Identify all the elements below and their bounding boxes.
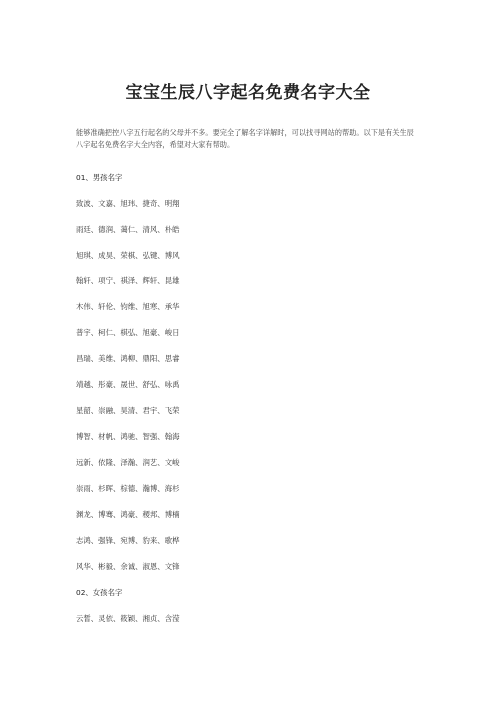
page-title: 宝宝生辰八字起名免费名字大全 bbox=[125, 83, 371, 103]
name-row: 崇雨、杉晖、棕德、瀚博、海杉 bbox=[76, 484, 180, 493]
name-row: 云皙、灵依、筱颖、湘贞、含滢 bbox=[76, 614, 180, 623]
name-row: 志鸿、强锋、宛博、豹来、歌桦 bbox=[76, 536, 180, 545]
name-row: 渊龙、博骞、鸿豪、稷邦、博楠 bbox=[76, 510, 180, 519]
section-heading-boys: 01、男孩名字 bbox=[76, 173, 123, 182]
name-row: 博智、材帆、鸿驰、智强、翰海 bbox=[76, 432, 180, 441]
name-row: 雨廷、德润、蔼仁、清风、朴皓 bbox=[76, 225, 180, 234]
name-row: 木伟、轩伦、钧维、旭寒、承华 bbox=[76, 302, 180, 311]
name-row: 风华、彬毅、余诚、淑恩、文锋 bbox=[76, 562, 180, 571]
name-row: 远新、依隆、泽瀚、润艺、文峻 bbox=[76, 458, 180, 467]
name-row: 致波、文嘉、旭玮、捷奇、明翔 bbox=[76, 199, 180, 208]
intro-paragraph: 能够准确把控八字五行起名的父母并不多。要完全了解名字详解时，可以找寻网站的帮助。以下是有关生辰八字起名免费名字大全内容，希望对大家有帮助。 bbox=[76, 128, 414, 149]
name-row: 旭琪、成昊、荣棋、弘键、博风 bbox=[76, 251, 180, 260]
section-heading-girls: 02、女孩名字 bbox=[76, 588, 123, 597]
name-row: 昌瑞、美维、鸿柳、鼎阳、思睿 bbox=[76, 354, 180, 363]
name-row: 星韶、崇融、昊清、君宇、飞荣 bbox=[76, 406, 180, 415]
name-row: 普宇、柯仁、棋弘、旭豪、峻日 bbox=[76, 328, 180, 337]
name-row: 翰轩、项宁、祺泽、辉轩、昆雄 bbox=[76, 276, 180, 285]
name-row: 靖越、彤豪、晟世、舒弘、咏禹 bbox=[76, 380, 180, 389]
